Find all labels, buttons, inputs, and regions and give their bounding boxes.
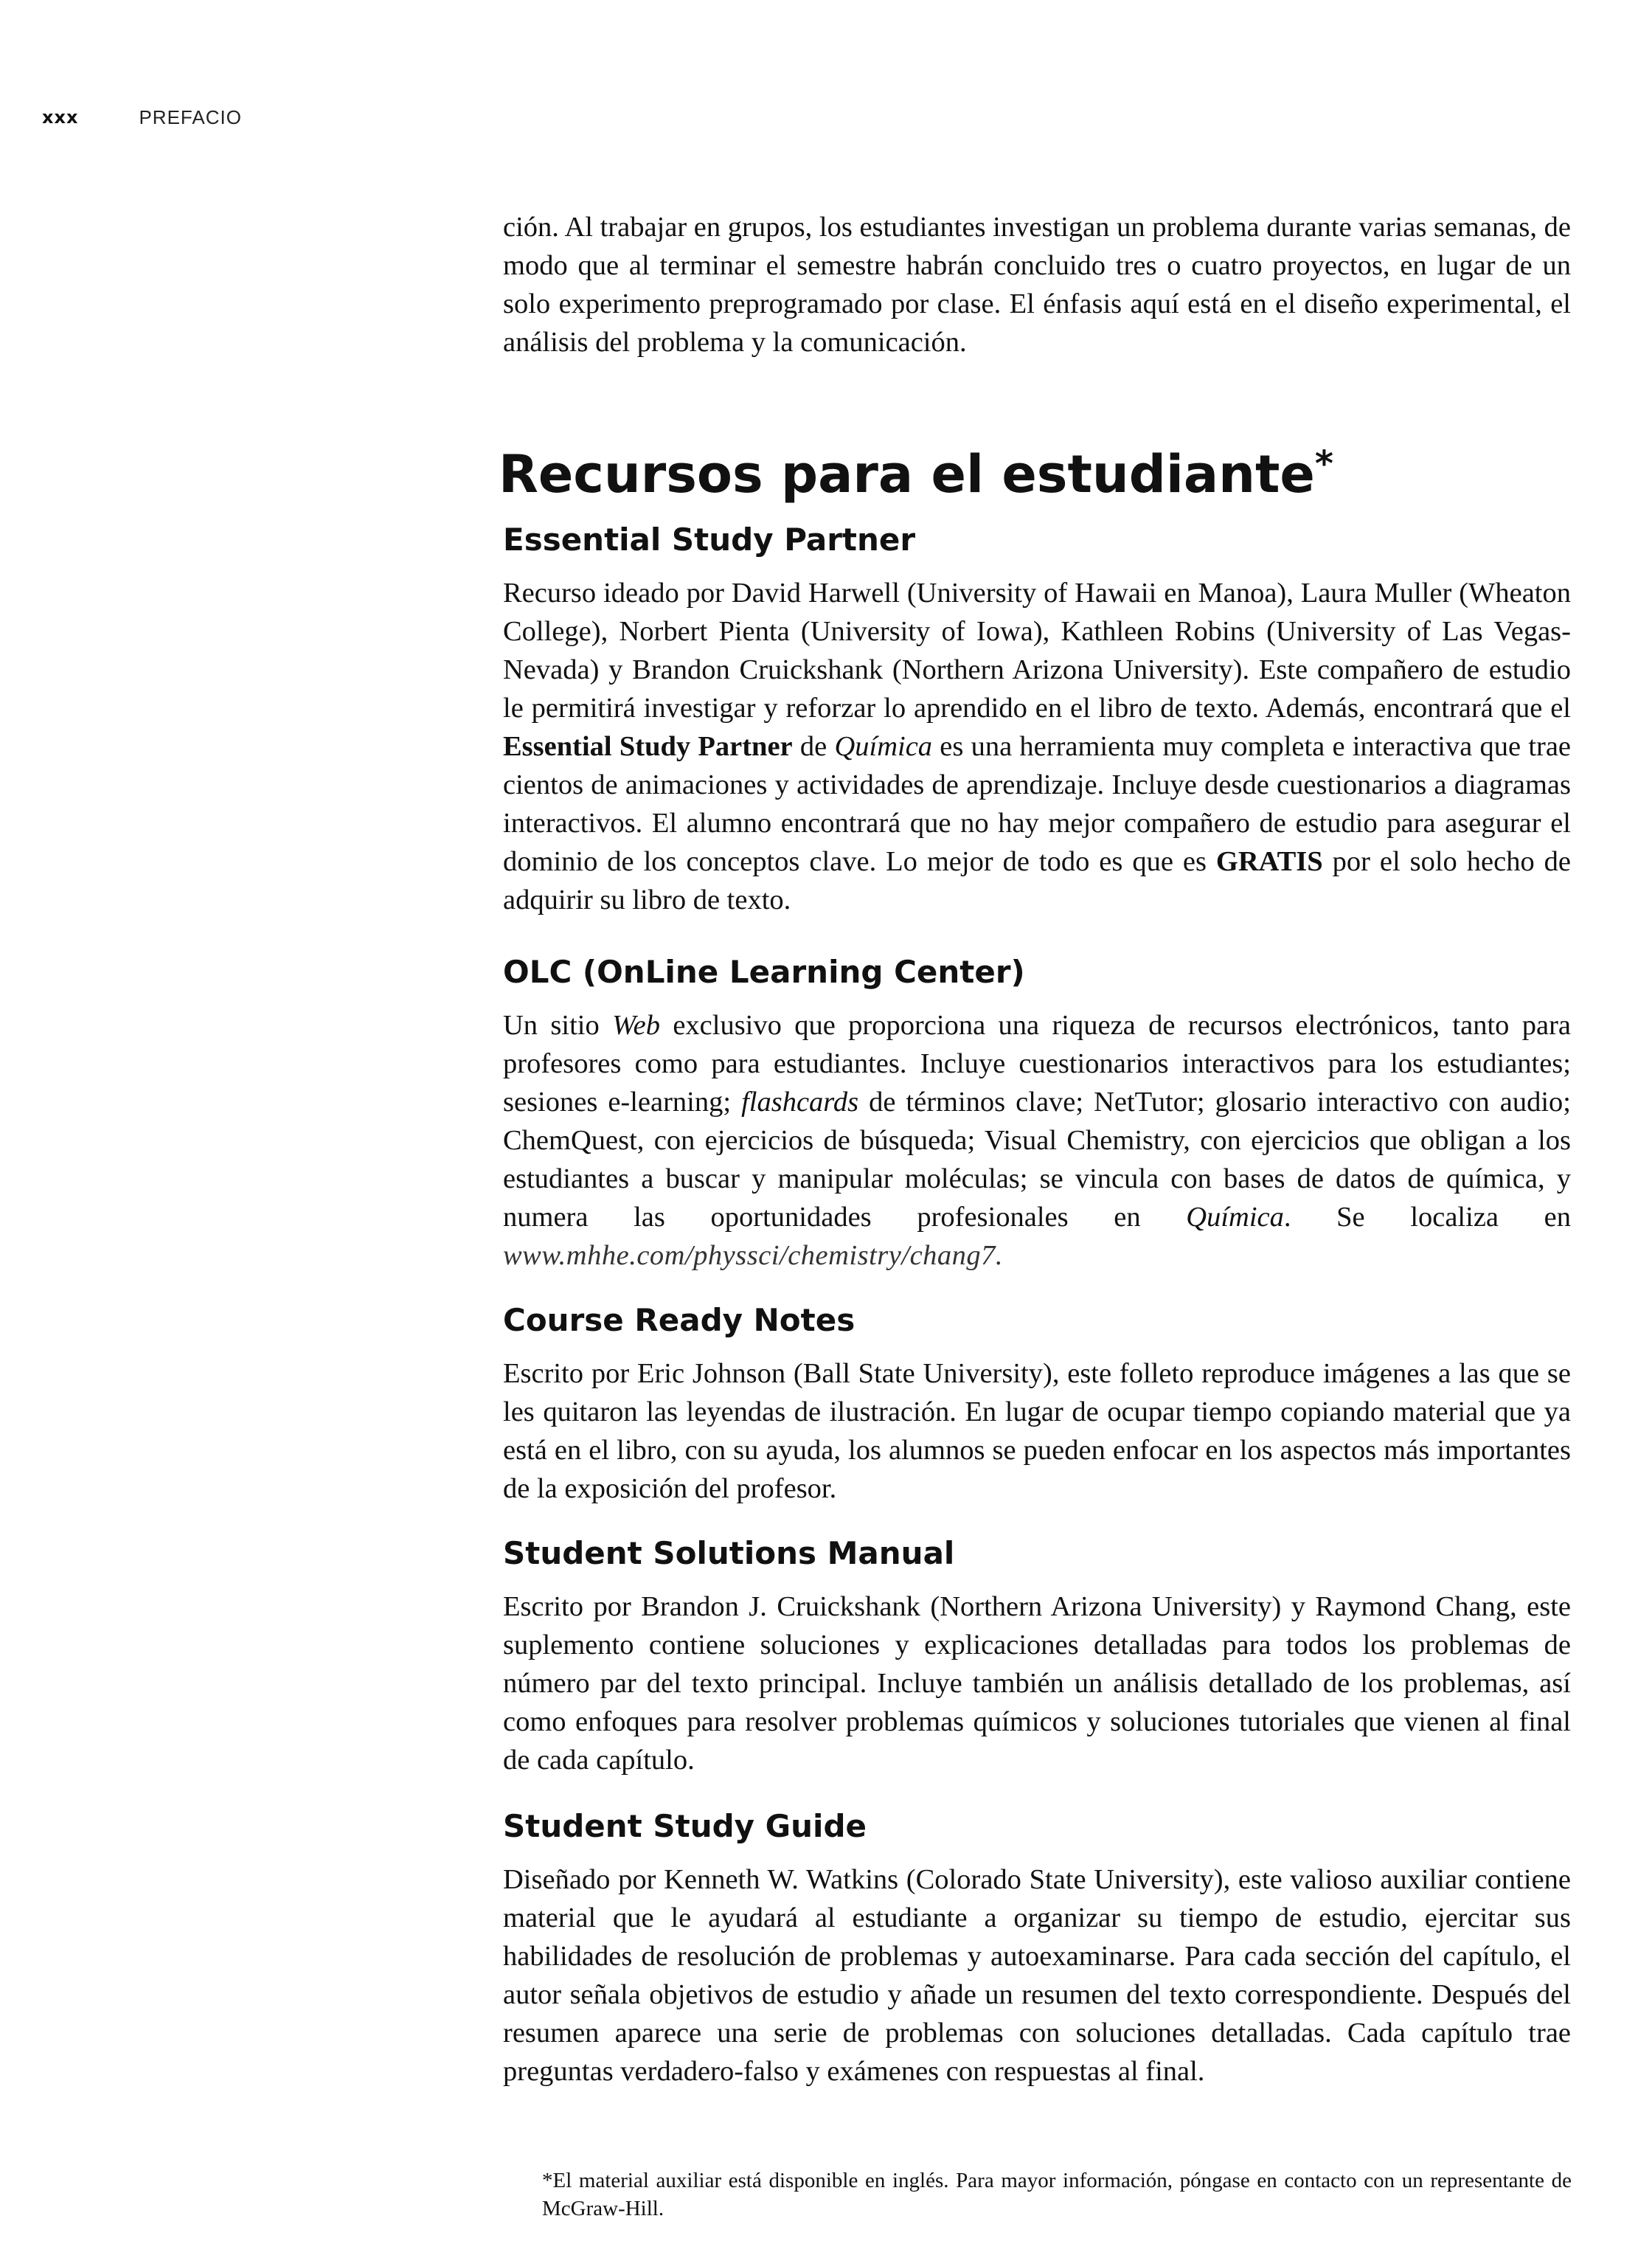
- section-paragraph: Diseñado por Kenneth W. Watkins (Colorado State University), este valioso auxiliar contiene material que le ayudará al estudiante a organizar su tiempo de estudio, ejercitar sus habilidades de resolución de problemas y autoexaminarse. Para cada sección del capítulo, el autor señala objetivos de estudio y añade un resumen del texto correspondiente. Después del resumen aparece una serie de problemas con soluciones detalladas. Cada capítulo trae preguntas verdadero-falso y exámenes con respuestas al final.: [503, 1864, 1571, 2087]
- section-paragraph: Escrito por Eric Johnson (Ball State University), este folleto reproduce imágenes a las que se les quitaron las leyendas de ilustración. En lugar de ocupar tiempo copiando material que ya está en el libro, con su ayuda, los alumnos se pueden enfocar en los aspectos más importantes de la exposición del profesor.: [503, 1358, 1571, 1504]
- section-student-study-guide: [503, 1806, 1571, 2091]
- footnote-marker: *: [1314, 443, 1333, 485]
- main-heading: [499, 431, 1333, 508]
- running-title: PREFACIO: [139, 105, 242, 128]
- section-course-ready-notes: [503, 1300, 1571, 1508]
- italic-term: Química: [834, 731, 933, 762]
- italic-term: flashcards: [741, 1087, 859, 1118]
- intro-paragraph: ción. Al trabajar en grupos, los estudiantes investigan un problema durante varias semanas, de modo que al terminar el semestre habrán concluido tres o cuatro proyectos, en lugar de un solo experimento preprogramado por clase. El énfasis aquí está en el diseño experimental, el análisis del problema y la comunicación.: [503, 212, 1571, 358]
- bold-term: GRATIS: [1215, 846, 1323, 877]
- section-title: Course Ready Notes: [503, 1302, 856, 1338]
- section-paragraph: Un sitio Web exclusivo que proporciona una riqueza de recursos electrónicos, tanto para profesores como para estudiantes. Incluye cuestionarios interactivos para los estudiantes; sesiones e-learning; flashcards de términos clave; NetTutor; glosario interactivo con audio; ChemQuest, con ejercicios de búsqueda; Visual Chemistry, con ejercicios que obligan a los estudiantes a buscar y manipular moléculas; se vincula con bases de datos de química, y numera las oportunidades profesionales en Química. Se localiza en www.mhhe.com/physsci/chemistry/chang7.: [503, 1010, 1572, 1271]
- running-head: [42, 103, 242, 132]
- section-essential-study-partner: [503, 519, 1571, 919]
- text-column: [499, 208, 1572, 2087]
- website-url: www.mhhe.com/physsci/chemistry/chang7.: [503, 1240, 1004, 1271]
- section-title: Student Study Guide: [503, 1808, 867, 1844]
- section-title: OLC (OnLine Learning Center): [503, 954, 1025, 990]
- main-heading-text: Recursos para el estudiante: [499, 444, 1315, 505]
- page-number: xxx: [42, 107, 79, 128]
- section-paragraph: Escrito por Brandon J. Cruickshank (Northern Arizona University) y Raymond Chang, este suplemento contiene soluciones y explicaciones detalladas para todos los problemas de número par del texto principal. Incluye también un análisis detallado de los problemas, así como enfoques para resolver problemas químicos y soluciones tutoriales que vienen al final de cada capítulo.: [503, 1591, 1571, 1776]
- section-student-solutions-manual: [503, 1533, 1571, 1779]
- footnote: *El material auxiliar está disponible en inglés. Para mayor información, póngase en contacto con un representante de McGraw-Hill.: [542, 2169, 1572, 2220]
- section-olc: [503, 952, 1571, 1275]
- italic-term: Química: [1186, 1202, 1284, 1233]
- section-title: Essential Study Partner: [503, 522, 916, 558]
- italic-term: Web: [612, 1010, 660, 1041]
- section-title: Student Solutions Manual: [503, 1535, 955, 1571]
- section-paragraph: Recurso ideado por David Harwell (University of Hawaii en Manoa), Laura Muller (Wheaton College), Norbert Pienta (University of Iowa), Kathleen Robins (University of Las Vegas-Nevada) y Brandon Cruickshank (Northern Arizona University). Este compañero de estudio le permitirá investigar y reforzar lo aprendido en el libro de texto. Además, encontrará que el Essential Study Partner de Química es una herramienta muy completa e interactiva que trae cientos de animaciones y actividades de aprendizaje. Incluye desde cuestionarios a diagramas interactivos. El alumno encontrará que no hay mejor compañero de estudio para asegurar el dominio de los conceptos clave. Lo mejor de todo es que es GRATIS por el solo hecho de adquirir su libro de texto.: [503, 578, 1572, 915]
- bold-term: Essential Study Partner: [503, 731, 793, 762]
